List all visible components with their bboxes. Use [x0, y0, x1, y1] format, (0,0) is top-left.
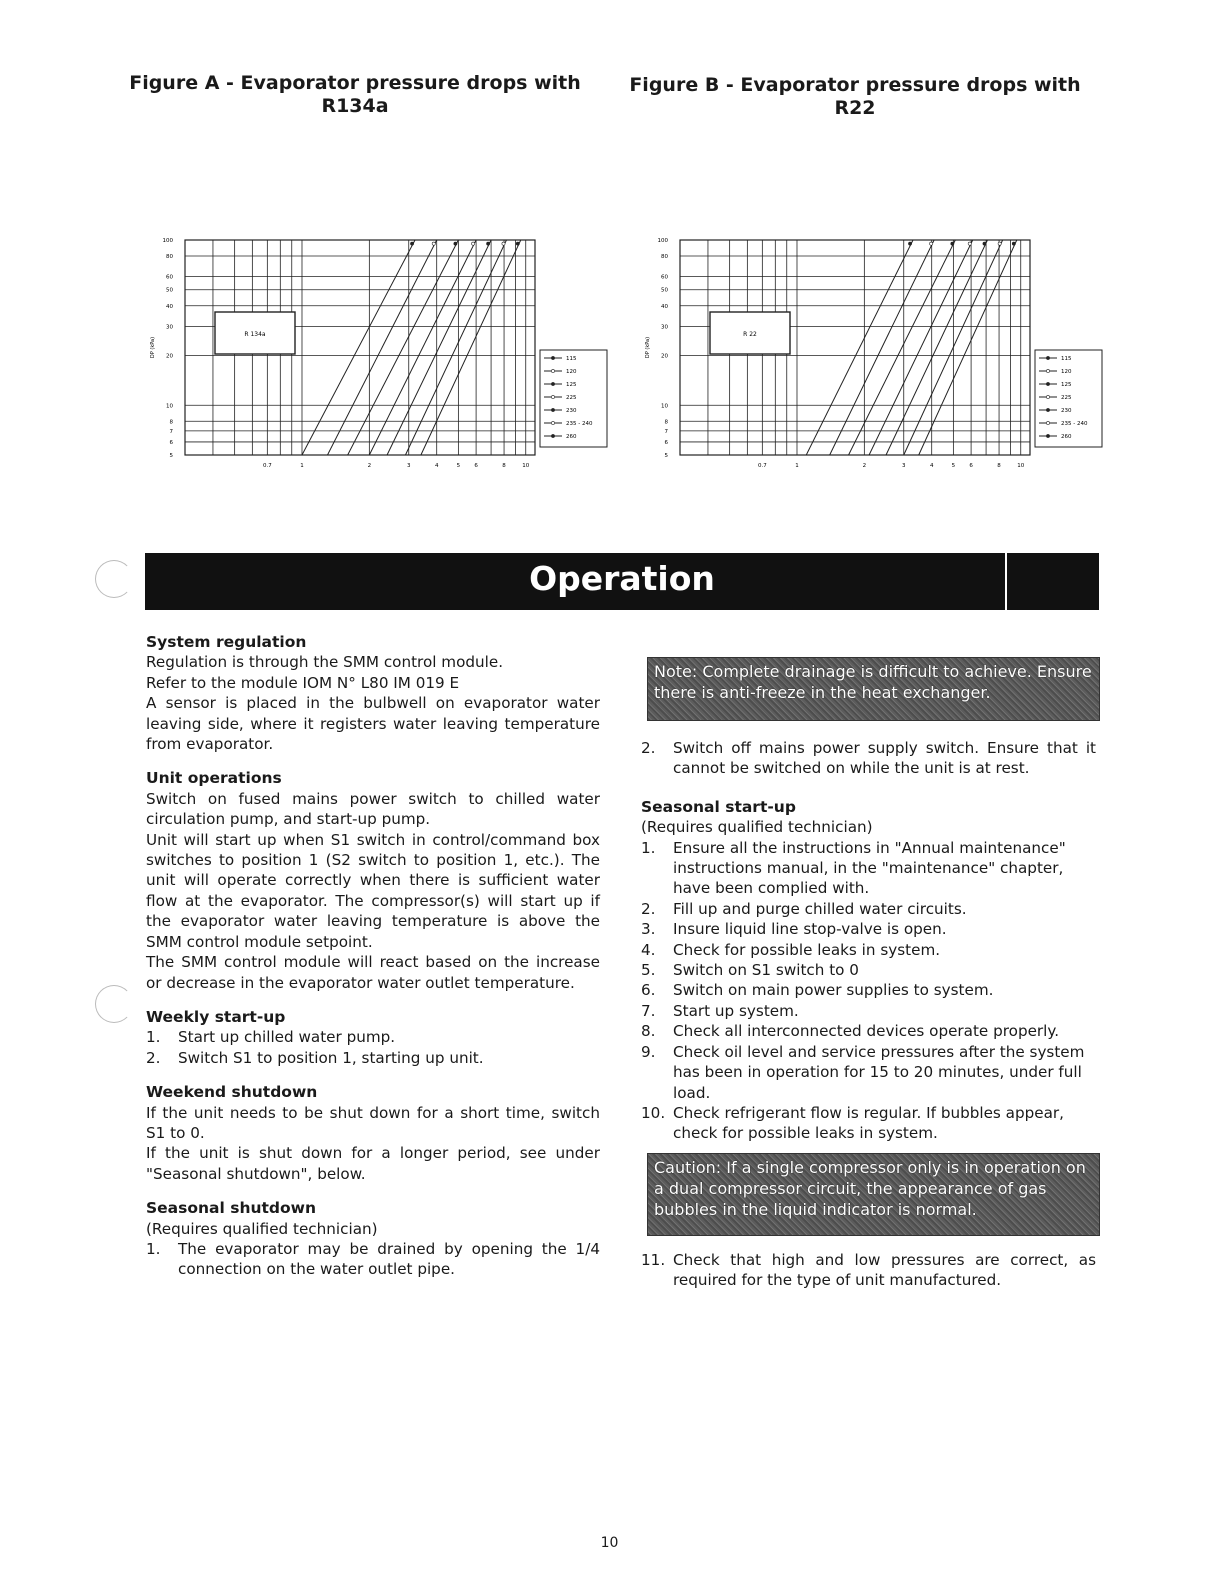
figure-a-chart [140, 230, 610, 475]
series-line-230 [886, 240, 987, 455]
legend-entry: 230 [1061, 408, 1072, 414]
note-text: Note: Complete drainage is difficult to achieve. Ensure there is anti-freeze in the heat exchanger. [654, 662, 1092, 702]
seasonal-shutdown-heading: Seasonal shutdown [146, 1199, 317, 1218]
legend-marker [1046, 356, 1049, 359]
legend-marker [551, 395, 554, 398]
system-regulation-section [146, 632, 600, 754]
series-marker [502, 242, 505, 245]
y-tick-label: 5 [664, 453, 668, 459]
y-tick-label: 40 [661, 303, 668, 310]
seasonal-startup-list [641, 838, 1096, 1144]
y-tick-label: 20 [166, 353, 173, 360]
figure-b-title-line1: Figure B - Evaporator pressure drops with [629, 74, 1081, 96]
list-item [641, 1001, 1096, 1021]
list-item [641, 1103, 1096, 1144]
y-tick-label: 40 [166, 303, 173, 310]
list-item [641, 919, 1096, 939]
list-item [146, 1048, 600, 1068]
list-text: Start up system. [673, 1001, 799, 1020]
figure-b-title-line2: R22 [834, 97, 876, 119]
x-tick-label: 4 [929, 463, 934, 469]
list-item [641, 899, 1096, 919]
y-tick-label: 100 [657, 238, 668, 244]
right-column-end [641, 1250, 1096, 1291]
legend-entry: 125 [1061, 382, 1072, 388]
left-column [146, 632, 600, 1294]
list-number: 5. [641, 961, 656, 980]
legend-marker [1046, 434, 1049, 437]
list-item [641, 980, 1096, 1000]
list-text: Switch S1 to position 1, starting up unit. [178, 1048, 484, 1067]
y-tick-label: 6 [169, 439, 173, 446]
x-tick-label: 4 [434, 463, 439, 469]
legend-marker [551, 382, 554, 385]
weekend-shutdown-heading: Weekend shutdown [146, 1083, 318, 1102]
x-tick-label: 8 [502, 463, 506, 469]
list-item [146, 1239, 600, 1280]
x-tick-label: 3 [406, 463, 411, 469]
x-tick-label: 5 [456, 463, 461, 469]
unit-operations-heading: Unit operations [146, 769, 282, 788]
series-line-115 [806, 240, 913, 455]
legend-entry: 115 [1061, 356, 1072, 362]
y-tick-label: 7 [169, 428, 173, 435]
series-marker [930, 242, 933, 245]
operation-title: Operation [529, 559, 715, 598]
y-tick-label: 60 [166, 274, 173, 281]
list-number: 2. [146, 1048, 161, 1067]
series-marker [908, 242, 911, 245]
legend-marker [551, 356, 554, 359]
seasonal-shutdown-intro: (Requires qualified technician) [146, 1219, 378, 1238]
y-tick-label: 5 [169, 453, 173, 459]
inset-label: R 22 [743, 331, 757, 338]
list-item [641, 738, 1096, 779]
banner-divider [1005, 553, 1007, 610]
system-regulation-line: A sensor is placed in the bulbwell on evaporator water leaving side, where it registers water leaving temperature from evaporator. [146, 694, 600, 754]
list-number: 11. [641, 1251, 666, 1269]
seasonal-startup-intro: (Requires qualified technician) [641, 818, 873, 837]
unit-operations-line: The SMM control module will react based on the increase or decrease in the evaporator water outlet temperature. [146, 953, 600, 992]
list-item [641, 1042, 1096, 1103]
list-number: 1. [146, 1239, 161, 1258]
y-tick-label: 8 [664, 419, 668, 426]
seasonal-shutdown-section [146, 1198, 600, 1280]
series-line-260 [919, 240, 1017, 455]
y-tick-label: 6 [664, 439, 668, 446]
list-text: Check refrigerant flow is regular. If bubbles appear, check for possible leaks in system. [673, 1103, 1064, 1143]
x-tick-label: 0.7 [757, 463, 767, 469]
y-tick-label: 50 [661, 287, 668, 294]
note-box [647, 657, 1100, 721]
x-tick-label: 10 [1017, 463, 1025, 469]
list-text: Check for possible leaks in system. [673, 940, 941, 959]
series-marker [432, 242, 435, 245]
operation-banner [145, 553, 1099, 610]
weekly-startup-heading: Weekly start-up [146, 1007, 286, 1026]
seasonal-startup-heading: Seasonal start-up [641, 797, 796, 816]
series-marker [998, 242, 1001, 245]
legend-marker [1046, 369, 1049, 372]
inset-label: R 134a [244, 331, 266, 338]
list-number: 9. [641, 1042, 656, 1061]
legend-marker [1046, 408, 1049, 411]
series-marker [516, 242, 519, 245]
list-text: Ensure all the instructions in "Annual maintenance" instructions manual, in the "maintenance" chapter, have been complied with. [673, 838, 1066, 898]
y-tick-label: 30 [661, 324, 668, 331]
list-text: Switch on S1 switch to 0 [673, 961, 859, 980]
series-line-115 [302, 240, 415, 455]
y-tick-label: 8 [169, 419, 173, 426]
list-number: 8. [641, 1022, 656, 1041]
x-tick-label: 3 [901, 463, 906, 469]
x-tick-label: 1 [300, 463, 304, 469]
punch-hole-ring-bottom [95, 985, 133, 1023]
y-tick-label: 10 [166, 403, 173, 410]
seasonal-startup-section [641, 797, 1096, 1144]
series-marker [983, 242, 986, 245]
figure-a-title [120, 72, 590, 118]
series-marker [487, 242, 490, 245]
list-text: Check all interconnected devices operate properly. [673, 1022, 1060, 1041]
legend-marker [551, 434, 554, 437]
legend-entry: 120 [1061, 369, 1072, 375]
system-regulation-line: Refer to the module IOM N° L80 IM 019 E [146, 673, 460, 692]
legend-entry: 260 [1061, 434, 1072, 440]
system-regulation-heading: System regulation [146, 633, 307, 651]
y-axis-label: DP (kPa) [645, 336, 651, 359]
legend-entry: 235 - 240 [1061, 421, 1088, 427]
series-marker [410, 242, 413, 245]
x-tick-label: 6 [969, 463, 973, 469]
series-marker [951, 242, 954, 245]
legend-marker [1046, 395, 1049, 398]
series-line-225 [369, 240, 476, 455]
y-tick-label: 80 [661, 254, 668, 261]
legend-marker [1046, 421, 1049, 424]
y-tick-label: 100 [162, 238, 173, 244]
figure-b-chart-svg [635, 230, 1105, 475]
unit-operations-line: Unit will start up when S1 switch in control/command box switches to position 1 (S2 switch to position 1, etc.). The unit will operate correctly when there is sufficient water flow at the evaporator. The compressor(s) will start up if the evaporator water leaving temperature is above the SMM control module setpoint. [146, 830, 600, 951]
legend-marker [551, 369, 554, 372]
x-tick-label: 6 [474, 463, 478, 469]
figure-b-title [620, 74, 1090, 120]
legend-marker [551, 421, 554, 424]
list-item [641, 940, 1096, 960]
legend-entry: 225 [566, 395, 577, 401]
list-item [641, 838, 1096, 899]
legend-entry: 235 - 240 [566, 421, 593, 427]
list-number: 2. [641, 739, 656, 757]
weekly-startup-list [146, 1027, 600, 1068]
list-text: Start up chilled water pump. [178, 1028, 396, 1047]
list-number: 3. [641, 920, 656, 939]
y-tick-label: 60 [661, 274, 668, 281]
final-check-list [641, 1250, 1096, 1291]
list-text: Insure liquid line stop-valve is open. [673, 920, 947, 939]
list-text: Check that high and low pressures are correct, as required for the type of unit manufactured. [673, 1251, 1096, 1290]
figure-b-chart [635, 230, 1105, 475]
y-tick-label: 20 [661, 353, 668, 360]
weekend-shutdown-section [146, 1082, 600, 1184]
list-item [641, 1021, 1096, 1041]
list-text: The evaporator may be drained by opening the 1/4 connection on the water outlet pipe. [178, 1239, 600, 1279]
legend-entry: 115 [566, 356, 577, 362]
list-text: Switch on main power supplies to system. [673, 981, 994, 1000]
legend-entry: 260 [566, 434, 577, 440]
x-tick-label: 8 [997, 463, 1001, 469]
list-number: 4. [641, 940, 656, 959]
weekend-shutdown-line: If the unit is shut down for a longer period, see under "Seasonal shutdown", below. [146, 1144, 600, 1183]
list-number: 1. [641, 838, 656, 857]
system-regulation-line: Regulation is through the SMM control module. [146, 653, 504, 672]
list-number: 6. [641, 981, 656, 1000]
list-number: 2. [641, 899, 656, 918]
caution-box [647, 1153, 1100, 1236]
unit-operations-section [146, 768, 600, 992]
list-item [146, 1027, 600, 1047]
caution-text: Caution: If a single compressor only is in operation on a dual compressor circuit, the appearance of gas bubbles in the liquid indicator is normal. [654, 1158, 1086, 1219]
series-line-225 [869, 240, 973, 455]
x-tick-label: 10 [522, 463, 530, 469]
legend-marker [551, 408, 554, 411]
punch-hole-ring-top [95, 560, 133, 598]
y-tick-label: 7 [664, 428, 668, 435]
series-line-260 [421, 240, 521, 455]
series-marker [454, 242, 457, 245]
shutdown-continued-list [641, 738, 1096, 779]
x-tick-label: 0.7 [262, 463, 272, 469]
seasonal-shutdown-list [146, 1239, 600, 1280]
y-tick-label: 30 [166, 324, 173, 331]
figure-a-title-line2: R134a [321, 95, 389, 117]
list-number: 1. [146, 1028, 161, 1047]
legend-entry: 120 [566, 369, 577, 375]
legend-entry: 225 [1061, 395, 1072, 401]
list-text: Check oil level and service pressures after the system has been in operation for 15 to 20 minutes, under full load. [673, 1042, 1085, 1102]
series-marker [968, 242, 971, 245]
y-tick-label: 80 [166, 254, 173, 261]
legend-entry: 230 [566, 408, 577, 414]
weekend-shutdown-line: If the unit needs to be shut down for a short time, switch S1 to 0. [146, 1103, 600, 1142]
x-tick-label: 2 [367, 463, 372, 469]
x-tick-label: 2 [862, 463, 867, 469]
y-axis-label: DP (kPa) [150, 336, 156, 359]
series-marker [472, 242, 475, 245]
unit-operations-line: Switch on fused mains power switch to chilled water circulation pump, and start-up pump. [146, 789, 600, 829]
weekly-startup-section [146, 1007, 600, 1068]
list-item [641, 1250, 1096, 1291]
figure-a-title-line1: Figure A - Evaporator pressure drops with [129, 72, 581, 94]
x-tick-label: 5 [951, 463, 956, 469]
list-text: Fill up and purge chilled water circuits. [673, 899, 967, 918]
page-number: 10 [600, 1535, 619, 1551]
list-number: 7. [641, 1001, 656, 1020]
list-number: 10. [641, 1103, 666, 1122]
y-tick-label: 50 [166, 287, 173, 294]
figure-a-chart-svg [140, 230, 610, 475]
list-item [641, 960, 1096, 980]
legend-marker [1046, 382, 1049, 385]
series-marker [1012, 242, 1015, 245]
right-column [641, 738, 1096, 1144]
y-tick-label: 10 [661, 403, 668, 410]
list-text: Switch off mains power supply switch. Ensure that it cannot be switched on while the unit is at rest. [673, 739, 1096, 778]
legend-entry: 125 [566, 382, 577, 388]
x-tick-label: 1 [795, 463, 799, 469]
